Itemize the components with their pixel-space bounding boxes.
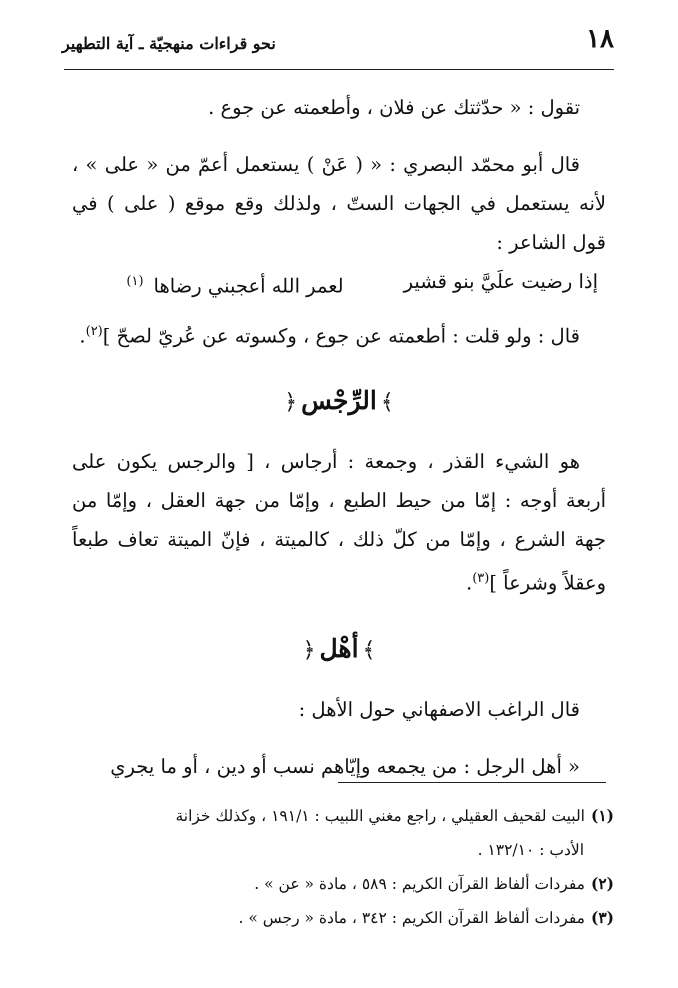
paragraph-4-text: هو الشيء القذر ، وجمعة : أرجاس ، [ والرجس يكون على أربعة أوجه : إمّا من حيط الطبع ، وإمّا من جهة العقل ، وإمّا من جهة الشرع ، وإمّا من كلّ ذلك ، كالميتة ، فإنّ الميتة تعاف طبعاً وعقلاً وشرعاً ] xyxy=(72,450,606,595)
footnote-1-number: (١) xyxy=(590,806,614,825)
paragraph-6: « أهل الرجل : من يجمعه وإيّاهم نسب أو دين ، أو ما يجري xyxy=(110,754,580,778)
footnote-marker-2: (٢) xyxy=(85,323,103,339)
poetry-verse xyxy=(72,262,606,306)
footnote-divider xyxy=(338,782,606,783)
ornate-bracket-icon: ﴾ xyxy=(362,637,376,663)
paragraph-4 xyxy=(72,442,606,603)
running-title: نحو قراءات منهجيّة ـ آية التطهير xyxy=(62,34,276,53)
verse-hemistich-right: إذا رضيت علَيَّ بنو قشير xyxy=(403,270,598,293)
heading-ahl-text: أهْل xyxy=(319,633,359,663)
page-header xyxy=(62,24,614,64)
footnote-1-continuation: الأدب : ١٣٢/١٠ . xyxy=(477,841,584,859)
footnote-3-text: مفردات ألفاظ القرآن الكريم : ٣٤٢ ، مادة « رجس » . xyxy=(238,909,585,927)
paragraph-1: تقول : « حدّثتك عن فلان ، وأطعمته عن جوع . xyxy=(208,96,580,119)
section-heading-rijs xyxy=(72,381,606,422)
verse-hemistich-left-text: لعمر الله أعجبني رضاها xyxy=(153,274,344,298)
verse-hemistich-left xyxy=(126,262,343,306)
footnote-1-text: البيت لقحيف العقيلي ، راجع مغني اللبيب : ١٩١/١ ، وكذلك خزانة xyxy=(175,807,585,825)
footnote-1 xyxy=(64,800,614,832)
paragraph-5: قال الراغب الاصفهاني حول الأهل : xyxy=(298,697,580,721)
ornate-bracket-icon: ﴿ xyxy=(284,390,298,415)
footnote-marker-3: (٣) xyxy=(472,571,490,586)
footnote-2-text: مفردات ألفاظ القرآن الكريم : ٥٨٩ ، مادة « عن » . xyxy=(254,875,585,893)
paragraph-2: قال أبو محمّد البصري : « ( عَنْ ) يستعمل أعمّ من « على » ، لأنه يستعمل في الجهات الستّ ، ولذلك وقع موقع ( على ) في قول الشاعر : xyxy=(72,153,606,254)
header-divider xyxy=(64,69,614,70)
heading-rijs-text: الرِّجْس xyxy=(301,386,377,415)
ornate-bracket-icon: ﴿ xyxy=(302,637,316,663)
footnote-2 xyxy=(64,868,614,900)
footnote-3 xyxy=(64,902,614,934)
footnote-2-number: (٢) xyxy=(590,874,614,893)
page-number: ١٨ xyxy=(586,24,614,54)
paragraph-3 xyxy=(72,312,606,356)
section-heading-ahl xyxy=(72,629,606,670)
footnotes xyxy=(64,800,614,936)
page-body xyxy=(72,88,606,786)
paragraph-3-end: . xyxy=(79,324,86,347)
ornate-bracket-icon: ﴾ xyxy=(380,390,394,415)
footnote-3-number: (٣) xyxy=(590,908,614,927)
footnote-marker-1: (١) xyxy=(126,274,144,289)
paragraph-3-text: قال : ولو قلت : أطعمته عن جوع ، وكسوته عن عُريّ لصحّ ] xyxy=(102,324,580,347)
paragraph-4-end: . xyxy=(466,571,473,595)
